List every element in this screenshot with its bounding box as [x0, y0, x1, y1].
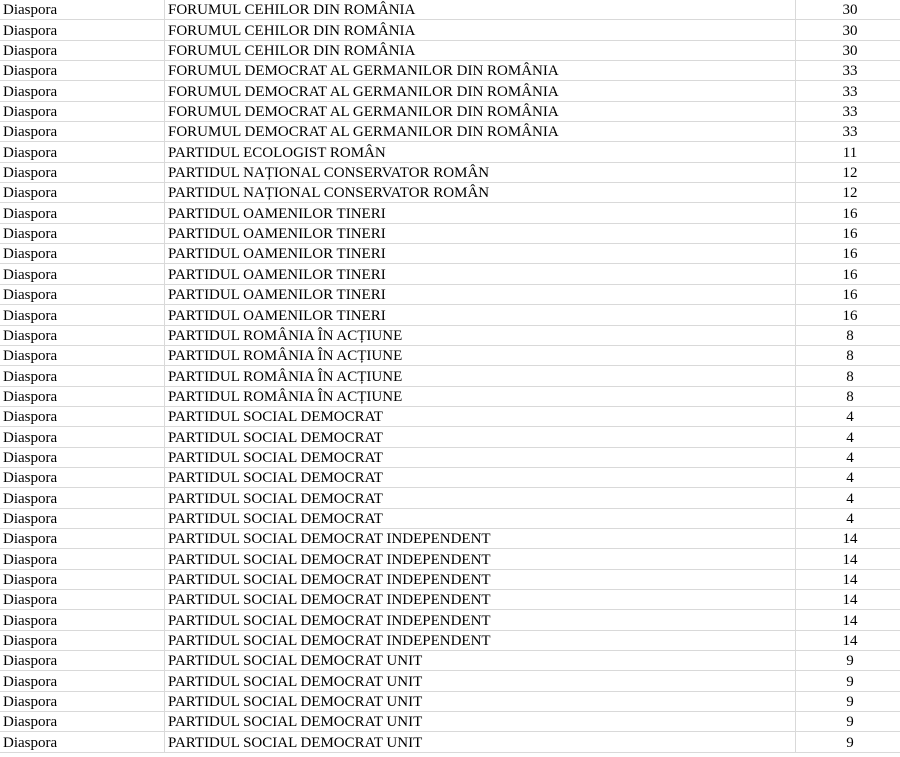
- region-cell[interactable]: Diaspora: [0, 671, 165, 691]
- table-row: [0, 264, 900, 284]
- region-cell[interactable]: Diaspora: [0, 305, 165, 325]
- number-cell[interactable]: 14: [796, 528, 900, 548]
- table-row: [0, 325, 900, 345]
- region-cell[interactable]: Diaspora: [0, 508, 165, 528]
- party-cell[interactable]: PARTIDUL ECOLOGIST ROMÂN: [165, 142, 796, 162]
- region-cell[interactable]: Diaspora: [0, 386, 165, 406]
- number-cell[interactable]: 14: [796, 630, 900, 650]
- table-row: [0, 122, 900, 142]
- party-cell[interactable]: PARTIDUL SOCIAL DEMOCRAT INDEPENDENT: [165, 610, 796, 630]
- table-row: [0, 528, 900, 548]
- number-cell[interactable]: 9: [796, 712, 900, 732]
- number-cell[interactable]: 9: [796, 671, 900, 691]
- party-cell[interactable]: PARTIDUL OAMENILOR TINERI: [165, 305, 796, 325]
- table-row: [0, 101, 900, 121]
- number-cell[interactable]: 16: [796, 223, 900, 243]
- party-cell[interactable]: FORUMUL CEHILOR DIN ROMÂNIA: [165, 20, 796, 40]
- table-row: [0, 162, 900, 182]
- number-cell[interactable]: 8: [796, 366, 900, 386]
- party-cell[interactable]: PARTIDUL SOCIAL DEMOCRAT UNIT: [165, 671, 796, 691]
- party-cell[interactable]: FORUMUL DEMOCRAT AL GERMANILOR DIN ROMÂNIA: [165, 101, 796, 121]
- number-cell[interactable]: 16: [796, 305, 900, 325]
- number-cell[interactable]: 9: [796, 651, 900, 671]
- table-row: [0, 0, 900, 20]
- number-cell[interactable]: 4: [796, 508, 900, 528]
- table-row: [0, 142, 900, 162]
- number-cell[interactable]: 33: [796, 101, 900, 121]
- region-cell[interactable]: Diaspora: [0, 345, 165, 365]
- table-row: [0, 467, 900, 487]
- region-cell[interactable]: Diaspora: [0, 40, 165, 60]
- number-cell[interactable]: 8: [796, 345, 900, 365]
- table-row: [0, 81, 900, 101]
- region-cell[interactable]: Diaspora: [0, 366, 165, 386]
- region-cell[interactable]: Diaspora: [0, 81, 165, 101]
- table-row: [0, 366, 900, 386]
- party-cell[interactable]: PARTIDUL SOCIAL DEMOCRAT INDEPENDENT: [165, 549, 796, 569]
- table-row: [0, 630, 900, 650]
- party-cell[interactable]: FORUMUL DEMOCRAT AL GERMANILOR DIN ROMÂNIA: [165, 61, 796, 81]
- party-cell[interactable]: PARTIDUL ROMÂNIA ÎN ACȚIUNE: [165, 345, 796, 365]
- party-cell[interactable]: FORUMUL DEMOCRAT AL GERMANILOR DIN ROMÂNIA: [165, 122, 796, 142]
- table-row: [0, 691, 900, 711]
- region-cell[interactable]: Diaspora: [0, 0, 165, 20]
- region-cell[interactable]: Diaspora: [0, 223, 165, 243]
- region-cell[interactable]: Diaspora: [0, 203, 165, 223]
- number-cell[interactable]: 16: [796, 203, 900, 223]
- party-cell[interactable]: PARTIDUL SOCIAL DEMOCRAT UNIT: [165, 732, 796, 752]
- table-row: [0, 610, 900, 630]
- region-cell[interactable]: Diaspora: [0, 651, 165, 671]
- region-cell[interactable]: Diaspora: [0, 712, 165, 732]
- table-row: [0, 589, 900, 609]
- table-row: [0, 223, 900, 243]
- table-row: [0, 345, 900, 365]
- region-cell[interactable]: Diaspora: [0, 244, 165, 264]
- number-cell[interactable]: 30: [796, 20, 900, 40]
- party-cell[interactable]: PARTIDUL OAMENILOR TINERI: [165, 244, 796, 264]
- region-cell[interactable]: Diaspora: [0, 101, 165, 121]
- table-row: [0, 447, 900, 467]
- number-cell[interactable]: 14: [796, 610, 900, 630]
- table-row: [0, 508, 900, 528]
- region-cell[interactable]: Diaspora: [0, 183, 165, 203]
- party-cell[interactable]: FORUMUL CEHILOR DIN ROMÂNIA: [165, 0, 796, 20]
- region-cell[interactable]: Diaspora: [0, 20, 165, 40]
- region-cell[interactable]: Diaspora: [0, 142, 165, 162]
- party-cell[interactable]: PARTIDUL OAMENILOR TINERI: [165, 284, 796, 304]
- party-cell[interactable]: PARTIDUL SOCIAL DEMOCRAT UNIT: [165, 712, 796, 732]
- table-row: [0, 305, 900, 325]
- party-cell[interactable]: PARTIDUL SOCIAL DEMOCRAT UNIT: [165, 651, 796, 671]
- party-cell[interactable]: PARTIDUL NAȚIONAL CONSERVATOR ROMÂN: [165, 183, 796, 203]
- table-row: [0, 549, 900, 569]
- number-cell[interactable]: 16: [796, 244, 900, 264]
- number-cell[interactable]: 12: [796, 183, 900, 203]
- table-row: [0, 20, 900, 40]
- region-cell[interactable]: Diaspora: [0, 427, 165, 447]
- party-cell[interactable]: PARTIDUL SOCIAL DEMOCRAT: [165, 488, 796, 508]
- number-cell[interactable]: 4: [796, 467, 900, 487]
- number-cell[interactable]: 12: [796, 162, 900, 182]
- number-cell[interactable]: 4: [796, 406, 900, 426]
- region-cell[interactable]: Diaspora: [0, 325, 165, 345]
- region-cell[interactable]: Diaspora: [0, 610, 165, 630]
- party-cell[interactable]: PARTIDUL OAMENILOR TINERI: [165, 264, 796, 284]
- party-cell[interactable]: PARTIDUL SOCIAL DEMOCRAT: [165, 427, 796, 447]
- number-cell[interactable]: 16: [796, 284, 900, 304]
- region-cell[interactable]: Diaspora: [0, 61, 165, 81]
- region-cell[interactable]: Diaspora: [0, 162, 165, 182]
- region-cell[interactable]: Diaspora: [0, 264, 165, 284]
- party-cell[interactable]: PARTIDUL ROMÂNIA ÎN ACȚIUNE: [165, 386, 796, 406]
- table-row: [0, 244, 900, 264]
- number-cell[interactable]: 30: [796, 40, 900, 60]
- party-cell[interactable]: FORUMUL DEMOCRAT AL GERMANILOR DIN ROMÂNIA: [165, 81, 796, 101]
- number-cell[interactable]: 9: [796, 732, 900, 752]
- region-cell[interactable]: Diaspora: [0, 528, 165, 548]
- table-row: [0, 40, 900, 60]
- region-cell[interactable]: Diaspora: [0, 589, 165, 609]
- party-cell[interactable]: PARTIDUL OAMENILOR TINERI: [165, 203, 796, 223]
- table-row: [0, 488, 900, 508]
- party-cell[interactable]: PARTIDUL NAȚIONAL CONSERVATOR ROMÂN: [165, 162, 796, 182]
- region-cell[interactable]: Diaspora: [0, 549, 165, 569]
- number-cell[interactable]: 9: [796, 691, 900, 711]
- table-row: [0, 203, 900, 223]
- region-cell[interactable]: Diaspora: [0, 447, 165, 467]
- party-cell[interactable]: PARTIDUL SOCIAL DEMOCRAT: [165, 447, 796, 467]
- table-row: [0, 427, 900, 447]
- number-cell[interactable]: 4: [796, 427, 900, 447]
- region-cell[interactable]: Diaspora: [0, 284, 165, 304]
- region-cell[interactable]: Diaspora: [0, 488, 165, 508]
- table-row: [0, 671, 900, 691]
- number-cell[interactable]: 4: [796, 488, 900, 508]
- party-cell[interactable]: FORUMUL CEHILOR DIN ROMÂNIA: [165, 40, 796, 60]
- number-cell[interactable]: 4: [796, 447, 900, 467]
- table-row: [0, 712, 900, 732]
- party-cell[interactable]: PARTIDUL SOCIAL DEMOCRAT UNIT: [165, 691, 796, 711]
- region-cell[interactable]: Diaspora: [0, 406, 165, 426]
- number-cell[interactable]: 8: [796, 386, 900, 406]
- party-cell[interactable]: PARTIDUL ROMÂNIA ÎN ACȚIUNE: [165, 366, 796, 386]
- table-row: [0, 284, 900, 304]
- party-cell[interactable]: PARTIDUL ROMÂNIA ÎN ACȚIUNE: [165, 325, 796, 345]
- party-cell[interactable]: PARTIDUL SOCIAL DEMOCRAT: [165, 406, 796, 426]
- party-cell[interactable]: PARTIDUL SOCIAL DEMOCRAT: [165, 467, 796, 487]
- party-cell[interactable]: PARTIDUL SOCIAL DEMOCRAT INDEPENDENT: [165, 589, 796, 609]
- number-cell[interactable]: 33: [796, 81, 900, 101]
- number-cell[interactable]: 30: [796, 0, 900, 20]
- party-cell[interactable]: PARTIDUL SOCIAL DEMOCRAT INDEPENDENT: [165, 630, 796, 650]
- region-cell[interactable]: Diaspora: [0, 467, 165, 487]
- number-cell[interactable]: 33: [796, 122, 900, 142]
- table-row: [0, 61, 900, 81]
- party-cell[interactable]: PARTIDUL SOCIAL DEMOCRAT INDEPENDENT: [165, 528, 796, 548]
- table-row: [0, 569, 900, 589]
- table-row: [0, 183, 900, 203]
- table-row: [0, 651, 900, 671]
- region-cell[interactable]: Diaspora: [0, 122, 165, 142]
- number-cell[interactable]: 16: [796, 264, 900, 284]
- number-cell[interactable]: 14: [796, 589, 900, 609]
- party-cell[interactable]: PARTIDUL OAMENILOR TINERI: [165, 223, 796, 243]
- number-cell[interactable]: 14: [796, 549, 900, 569]
- table-row: [0, 386, 900, 406]
- region-cell[interactable]: Diaspora: [0, 691, 165, 711]
- party-cell[interactable]: PARTIDUL SOCIAL DEMOCRAT INDEPENDENT: [165, 569, 796, 589]
- region-cell[interactable]: Diaspora: [0, 569, 165, 589]
- region-cell[interactable]: Diaspora: [0, 732, 165, 752]
- number-cell[interactable]: 8: [796, 325, 900, 345]
- region-cell[interactable]: Diaspora: [0, 630, 165, 650]
- number-cell[interactable]: 14: [796, 569, 900, 589]
- number-cell[interactable]: 33: [796, 61, 900, 81]
- party-cell[interactable]: PARTIDUL SOCIAL DEMOCRAT: [165, 508, 796, 528]
- table-row: [0, 732, 900, 752]
- number-cell[interactable]: 11: [796, 142, 900, 162]
- table-row: [0, 406, 900, 426]
